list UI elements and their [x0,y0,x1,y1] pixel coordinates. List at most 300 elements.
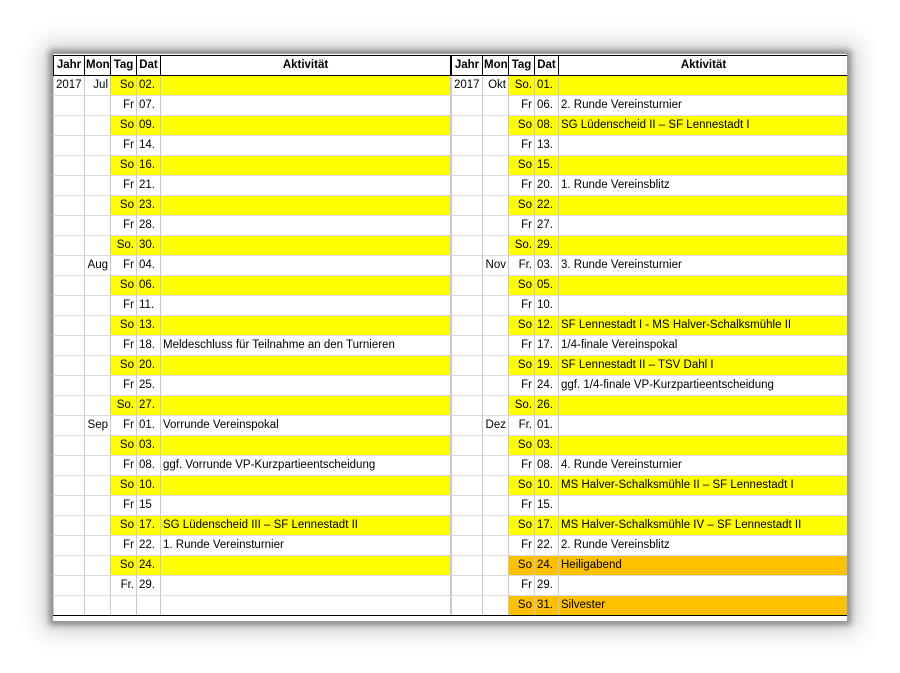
table-row [452,416,849,436]
year-cell[interactable] [54,496,85,516]
weekday-cell[interactable]: Fr. [509,416,535,436]
date-cell[interactable]: 22. [137,536,161,556]
year-cell[interactable] [54,156,85,176]
weekday-cell[interactable]: Fr [111,216,137,236]
month-cell[interactable] [85,376,111,396]
month-cell[interactable] [85,476,111,496]
activity-cell[interactable] [161,216,451,236]
month-cell[interactable]: Aug [85,256,111,276]
activity-cell[interactable] [161,476,451,496]
date-cell[interactable]: 24. [535,556,559,576]
calendar-tables [53,55,847,616]
month-cell[interactable] [483,376,509,396]
activity-cell[interactable]: 2. Runde Vereinsturnier [559,96,849,116]
activity-cell[interactable] [161,316,451,336]
activity-cell[interactable] [559,416,849,436]
table-row [452,496,849,516]
month-cell[interactable] [483,356,509,376]
year-cell[interactable] [452,96,483,116]
year-cell[interactable]: 2017 [54,76,85,96]
year-cell[interactable] [54,476,85,496]
weekday-cell[interactable]: So [111,556,137,576]
date-cell[interactable]: 27. [535,216,559,236]
activity-cell[interactable]: 3. Runde Vereinsturnier [559,256,849,276]
weekday-cell[interactable]: So [509,276,535,296]
activity-cell[interactable] [161,296,451,316]
weekday-cell[interactable]: Fr [509,96,535,116]
month-cell[interactable] [85,116,111,136]
table-row [54,436,451,456]
date-cell[interactable]: 06. [535,96,559,116]
table-row [54,476,451,496]
date-cell[interactable]: 15. [535,496,559,516]
date-cell[interactable]: 17. [137,516,161,536]
activity-cell[interactable] [161,596,451,616]
year-cell[interactable] [452,376,483,396]
activity-cell[interactable]: Meldeschluss für Teilnahme an den Turnieren [161,336,451,356]
month-cell[interactable] [483,556,509,576]
month-cell[interactable]: Nov [483,256,509,276]
year-cell[interactable] [452,156,483,176]
activity-cell[interactable] [559,436,849,456]
month-cell[interactable] [483,396,509,416]
year-cell[interactable] [452,336,483,356]
activity-cell[interactable] [161,436,451,456]
activity-cell[interactable]: ggf. Vorrunde VP-Kurzpartieentscheidung [161,456,451,476]
month-cell[interactable] [85,136,111,156]
activity-cell[interactable] [161,156,451,176]
date-cell[interactable]: 26. [535,396,559,416]
activity-cell[interactable] [559,136,849,156]
activity-cell[interactable]: ggf. 1/4-finale VP-Kurzpartieentscheidung [559,376,849,396]
weekday-cell[interactable]: So [111,316,137,336]
table-row [452,176,849,196]
weekday-cell[interactable]: So [509,356,535,376]
activity-cell[interactable]: Vorrunde Vereinspokal [161,416,451,436]
month-cell[interactable] [85,276,111,296]
weekday-cell[interactable]: So [111,276,137,296]
date-cell[interactable]: 29. [137,576,161,596]
weekday-cell[interactable]: Fr [509,496,535,516]
month-cell[interactable] [483,436,509,456]
month-cell[interactable] [483,516,509,536]
year-cell[interactable] [54,516,85,536]
year-cell[interactable] [54,536,85,556]
weekday-cell[interactable]: So [111,356,137,376]
weekday-cell[interactable]: So. [509,76,535,96]
activity-cell[interactable] [559,76,849,96]
year-cell[interactable] [54,216,85,236]
year-cell[interactable] [54,556,85,576]
month-cell[interactable] [483,456,509,476]
date-cell[interactable]: 29. [535,236,559,256]
activity-cell[interactable] [559,216,849,236]
month-cell[interactable] [85,296,111,316]
date-cell[interactable]: 08. [535,456,559,476]
activity-cell[interactable]: 1/4-finale Vereinspokal [559,336,849,356]
activity-cell[interactable] [161,96,451,116]
weekday-cell[interactable]: Fr [509,456,535,476]
month-cell[interactable] [483,276,509,296]
month-cell[interactable] [483,96,509,116]
weekday-cell[interactable]: Fr [111,416,137,436]
date-cell[interactable]: 07. [137,96,161,116]
year-cell[interactable] [452,316,483,336]
table-row [54,296,451,316]
year-cell[interactable] [54,176,85,196]
table-row [452,376,849,396]
date-cell[interactable]: 03. [137,436,161,456]
date-cell[interactable]: 14. [137,136,161,156]
month-cell[interactable] [85,316,111,336]
weekday-cell[interactable]: So. [111,236,137,256]
year-cell[interactable] [452,116,483,136]
activity-cell[interactable]: MS Halver-Schalksmühle II – SF Lennestadt I [559,476,849,496]
activity-cell[interactable] [559,156,849,176]
weekday-cell[interactable]: Fr [509,376,535,396]
activity-cell[interactable]: MS Halver-Schalksmühle IV – SF Lennestadt II [559,516,849,536]
weekday-cell[interactable]: Fr. [509,256,535,276]
year-cell[interactable] [54,116,85,136]
date-cell[interactable]: 02. [137,76,161,96]
weekday-cell[interactable]: So [111,76,137,96]
month-cell[interactable] [483,176,509,196]
month-cell[interactable]: Sep [85,416,111,436]
date-cell[interactable]: 10. [535,476,559,496]
date-cell[interactable]: 10. [535,296,559,316]
month-cell[interactable]: Okt [483,76,509,96]
weekday-cell[interactable]: So [509,436,535,456]
activity-cell[interactable]: 2. Runde Vereinsblitz [559,536,849,556]
month-cell[interactable] [483,196,509,216]
weekday-cell[interactable]: Fr [111,296,137,316]
month-cell[interactable] [85,516,111,536]
weekday-cell[interactable]: So [509,316,535,336]
month-cell[interactable] [85,536,111,556]
year-cell[interactable] [54,316,85,336]
year-cell[interactable] [54,416,85,436]
weekday-cell[interactable]: Fr [111,376,137,396]
year-cell[interactable] [452,216,483,236]
year-cell[interactable] [452,416,483,436]
activity-cell[interactable]: 1. Runde Vereinsblitz [559,176,849,196]
month-cell[interactable] [483,336,509,356]
weekday-cell[interactable]: So [509,516,535,536]
table-row [54,316,451,336]
month-cell[interactable] [85,596,111,616]
header-date: Dat [137,56,161,76]
month-cell[interactable] [483,136,509,156]
date-cell[interactable]: 19. [535,356,559,376]
date-cell[interactable]: 08. [137,456,161,476]
month-cell[interactable] [483,236,509,256]
weekday-cell[interactable]: So [111,476,137,496]
month-cell[interactable] [85,456,111,476]
month-cell[interactable] [85,176,111,196]
activity-cell[interactable] [161,396,451,416]
month-cell[interactable]: Dez [483,416,509,436]
date-cell[interactable]: 17. [535,336,559,356]
year-cell[interactable] [452,276,483,296]
date-cell[interactable]: 31. [535,596,559,616]
date-cell[interactable]: 01. [535,416,559,436]
activity-cell[interactable]: SG Lüdenscheid II – SF Lennestadt I [559,116,849,136]
weekday-cell[interactable]: Fr [509,336,535,356]
month-cell[interactable] [85,556,111,576]
weekday-cell[interactable]: Fr. [111,576,137,596]
date-cell[interactable]: 06. [137,276,161,296]
weekday-cell[interactable]: Fr [111,136,137,156]
year-cell[interactable] [54,356,85,376]
year-cell[interactable] [452,296,483,316]
year-cell[interactable] [54,196,85,216]
weekday-cell[interactable]: So [111,116,137,136]
activity-cell[interactable] [161,376,451,396]
year-cell[interactable] [54,396,85,416]
date-cell[interactable]: 17. [535,516,559,536]
month-cell[interactable] [85,336,111,356]
year-cell[interactable] [54,276,85,296]
table-row [54,396,451,416]
weekday-cell[interactable]: Fr [111,256,137,276]
year-cell[interactable] [452,536,483,556]
weekday-cell[interactable]: So [509,596,535,616]
weekday-cell[interactable]: So [509,476,535,496]
year-cell[interactable] [452,136,483,156]
year-cell[interactable] [452,176,483,196]
weekday-cell[interactable]: So [509,196,535,216]
table-row [54,136,451,156]
date-cell[interactable]: 24. [137,556,161,576]
date-cell[interactable]: 22. [535,196,559,216]
weekday-cell[interactable]: So [509,556,535,576]
weekday-cell[interactable]: Fr [509,296,535,316]
activity-cell[interactable] [161,76,451,96]
date-cell[interactable]: 20. [137,356,161,376]
year-cell[interactable] [54,256,85,276]
table-row [54,176,451,196]
year-cell[interactable] [54,576,85,596]
year-cell[interactable] [452,436,483,456]
activity-cell[interactable]: Silvester [559,596,849,616]
date-cell[interactable]: 24. [535,376,559,396]
activity-cell[interactable] [161,256,451,276]
year-cell[interactable] [54,96,85,116]
year-cell[interactable] [54,296,85,316]
month-cell[interactable] [483,156,509,176]
weekday-cell[interactable]: Fr [111,336,137,356]
month-cell[interactable] [85,356,111,376]
year-cell[interactable] [54,596,85,616]
year-cell[interactable]: 2017 [452,76,483,96]
weekday-cell[interactable]: Fr [509,536,535,556]
weekday-cell[interactable]: Fr [111,456,137,476]
year-cell[interactable] [452,516,483,536]
activity-cell[interactable] [161,356,451,376]
table-row [54,336,451,356]
weekday-cell[interactable]: So [111,156,137,176]
year-cell[interactable] [452,196,483,216]
date-cell[interactable]: 13. [137,316,161,336]
year-cell[interactable] [452,236,483,256]
activity-cell[interactable] [161,556,451,576]
date-cell[interactable]: 28. [137,216,161,236]
year-cell[interactable] [54,436,85,456]
month-cell[interactable] [483,316,509,336]
weekday-cell[interactable]: So [509,116,535,136]
date-cell[interactable]: 16. [137,156,161,176]
date-cell[interactable]: 15 [137,496,161,516]
year-cell[interactable] [452,556,483,576]
activity-cell[interactable]: Heiligabend [559,556,849,576]
date-cell[interactable]: 08. [535,116,559,136]
date-cell[interactable]: 05. [535,276,559,296]
date-cell[interactable]: 22. [535,536,559,556]
activity-cell[interactable]: 1. Runde Vereinsturnier [161,536,451,556]
table-row [452,356,849,376]
year-cell[interactable] [54,136,85,156]
year-cell[interactable] [452,256,483,276]
date-cell[interactable]: 15. [535,156,559,176]
year-cell[interactable] [54,336,85,356]
date-cell[interactable]: 29. [535,576,559,596]
weekday-cell[interactable]: Fr [509,136,535,156]
weekday-cell[interactable]: So [509,156,535,176]
table-row [452,396,849,416]
activity-cell[interactable] [161,576,451,596]
weekday-cell[interactable]: So [111,196,137,216]
weekday-cell[interactable]: Fr [111,496,137,516]
date-cell[interactable]: 03. [535,436,559,456]
month-cell[interactable] [483,476,509,496]
activity-cell[interactable] [161,196,451,216]
month-cell[interactable] [85,156,111,176]
table-row [452,276,849,296]
weekday-cell[interactable]: Fr [509,576,535,596]
date-cell[interactable]: 09. [137,116,161,136]
month-cell[interactable]: Jul [85,76,111,96]
activity-cell[interactable]: SG Lüdenscheid III – SF Lennestadt II [161,516,451,536]
table-row [54,236,451,256]
activity-cell[interactable]: SF Lennestadt II – TSV Dahl I [559,356,849,376]
activity-cell[interactable] [559,296,849,316]
date-cell[interactable]: 04. [137,256,161,276]
table-row [452,556,849,576]
year-cell[interactable] [54,456,85,476]
activity-cell[interactable] [559,196,849,216]
date-cell[interactable] [137,596,161,616]
weekday-cell[interactable]: So [111,516,137,536]
date-cell[interactable]: 20. [535,176,559,196]
date-cell[interactable]: 18. [137,336,161,356]
activity-cell[interactable] [161,496,451,516]
month-cell[interactable] [483,576,509,596]
month-cell[interactable] [483,496,509,516]
year-cell[interactable] [54,376,85,396]
month-cell[interactable] [483,536,509,556]
month-cell[interactable] [85,436,111,456]
year-cell[interactable] [452,476,483,496]
month-cell[interactable] [483,296,509,316]
table-row [452,516,849,536]
date-cell[interactable]: 13. [535,136,559,156]
activity-cell[interactable] [559,496,849,516]
table-row [54,496,451,516]
table-row [452,476,849,496]
date-cell[interactable]: 12. [535,316,559,336]
activity-cell[interactable] [161,236,451,256]
date-cell[interactable]: 30. [137,236,161,256]
date-cell[interactable]: 01. [535,76,559,96]
weekday-cell[interactable]: So. [509,396,535,416]
activity-cell[interactable] [559,236,849,256]
activity-cell[interactable] [559,276,849,296]
table-row [452,576,849,596]
year-cell[interactable] [452,456,483,476]
weekday-cell[interactable]: Fr [509,216,535,236]
year-cell[interactable] [452,396,483,416]
table-row [452,336,849,356]
month-cell[interactable] [85,496,111,516]
header-year: Jahr [452,56,483,76]
date-cell[interactable]: 23. [137,196,161,216]
weekday-cell[interactable]: So. [509,236,535,256]
year-cell[interactable] [452,496,483,516]
table-row [54,576,451,596]
activity-cell[interactable] [559,396,849,416]
date-cell[interactable]: 11. [137,296,161,316]
activity-cell[interactable] [161,276,451,296]
month-cell[interactable] [85,576,111,596]
activity-cell[interactable] [161,176,451,196]
activity-cell[interactable]: 4. Runde Vereinsturnier [559,456,849,476]
month-cell[interactable] [483,116,509,136]
month-cell[interactable] [85,216,111,236]
year-cell[interactable] [54,236,85,256]
table-row [452,136,849,156]
month-cell[interactable] [85,236,111,256]
date-cell[interactable]: 03. [535,256,559,276]
month-cell[interactable] [85,96,111,116]
weekday-cell[interactable]: Fr [111,96,137,116]
weekday-cell[interactable] [111,596,137,616]
weekday-cell[interactable]: So [111,436,137,456]
year-cell[interactable] [452,596,483,616]
date-cell[interactable]: 27. [137,396,161,416]
month-cell[interactable] [85,196,111,216]
table-row [54,416,451,436]
year-cell[interactable] [452,356,483,376]
table-body [54,76,451,616]
weekday-cell[interactable]: Fr [111,536,137,556]
weekday-cell[interactable]: So. [111,396,137,416]
weekday-cell[interactable]: Fr [111,176,137,196]
date-cell[interactable]: 10. [137,476,161,496]
year-cell[interactable] [452,576,483,596]
activity-cell[interactable] [161,116,451,136]
activity-cell[interactable] [559,576,849,596]
month-cell[interactable] [85,396,111,416]
table-row [452,236,849,256]
month-cell[interactable] [483,596,509,616]
month-cell[interactable] [483,216,509,236]
activity-cell[interactable]: SF Lennestadt I - MS Halver-Schalksmühle II [559,316,849,336]
date-cell[interactable]: 25. [137,376,161,396]
weekday-cell[interactable]: Fr [509,176,535,196]
activity-cell[interactable] [161,136,451,156]
date-cell[interactable]: 21. [137,176,161,196]
date-cell[interactable]: 01. [137,416,161,436]
